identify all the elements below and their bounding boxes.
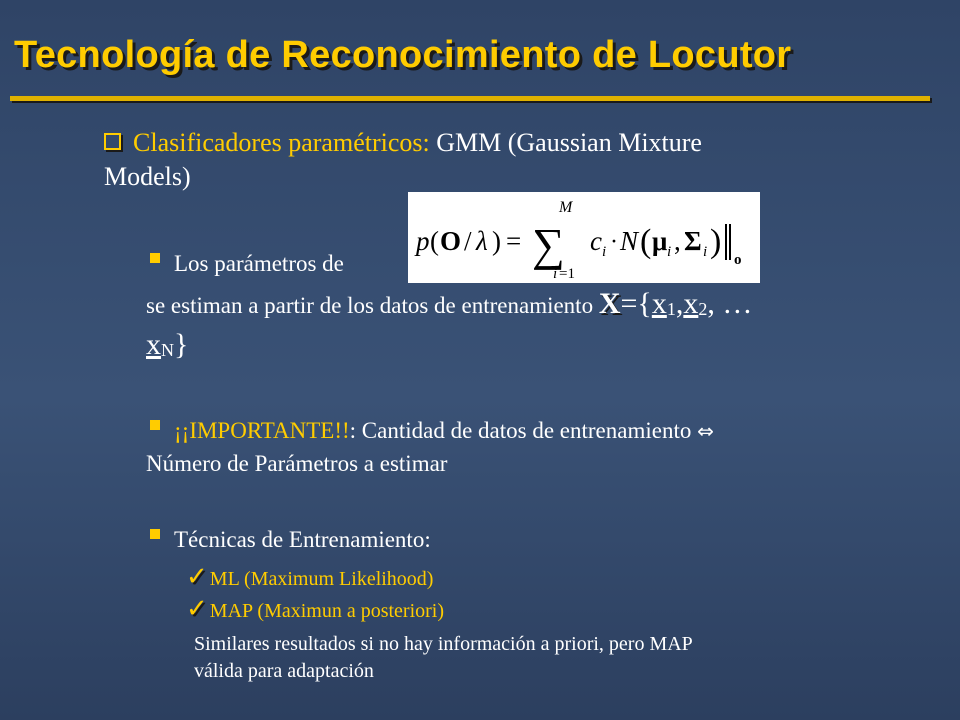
gmm-label: GMM (Gaussian Mixture (429, 128, 702, 157)
svg-text:=: = (506, 226, 522, 256)
estimation-text: se estiman a partir de los datos de entrenamiento (146, 293, 599, 318)
training-techniques-line (150, 527, 431, 553)
technique-ml (186, 562, 433, 592)
svg-text:): ) (710, 223, 722, 260)
svg-text:(: ( (640, 223, 652, 260)
set-open: ={ (620, 287, 652, 320)
params-text: Los parámetros de (174, 251, 344, 276)
checkmark-icon: ✓ (186, 594, 208, 624)
svg-text:): ) (492, 226, 501, 256)
svg-text:i: i (703, 244, 708, 260)
svg-text:i: i (667, 244, 672, 260)
svg-text:Σ: Σ (684, 226, 702, 256)
estimation-line: se estiman a partir de los datos de entrenamiento X={x1,x2, … (146, 287, 753, 320)
important-label: ¡¡IMPORTANTE!! (174, 418, 350, 443)
filled-square-icon (150, 420, 160, 430)
checkmark-icon: ✓ (186, 562, 208, 592)
set-close: } (174, 328, 189, 361)
left-right-arrow-icon: ⇔ (697, 419, 714, 443)
svg-text:i: i (602, 244, 607, 260)
vector-xN-index: N (161, 340, 174, 360)
title-underline (10, 96, 930, 101)
svg-text:(: ( (430, 226, 439, 256)
ellipsis: , … (707, 287, 753, 320)
filled-square-icon (150, 529, 160, 539)
formula-graphic (408, 192, 760, 283)
svg-text:c: c (590, 226, 602, 256)
svg-text:i: i (553, 266, 558, 282)
hollow-square-icon (104, 133, 121, 150)
params-line (150, 251, 344, 277)
svg-text:,: , (674, 226, 681, 256)
svg-text:/: / (464, 226, 472, 256)
technique-ml-label: ML (Maximum Likelihood) (209, 568, 434, 590)
technique-map (186, 594, 444, 624)
svg-text:p: p (416, 226, 430, 256)
training-set-symbol: X (598, 287, 621, 320)
svg-text:M: M (559, 199, 573, 216)
svg-text:∑: ∑ (532, 219, 565, 270)
gmm-label-continued: Models) (104, 162, 191, 191)
svg-text:μ: μ (652, 226, 668, 256)
important-text: : Cantidad de datos de entrenamiento (349, 418, 698, 443)
vector-x2: x (683, 287, 699, 320)
slide-title: Tecnología de Reconocimiento de Locutor (14, 34, 792, 76)
vector-x1: x (651, 287, 667, 320)
training-techniques-text: Técnicas de Entrenamiento: (174, 527, 431, 552)
vector-x1-index: 1 (666, 299, 676, 319)
note-line-2: válida para adaptación (194, 660, 374, 682)
svg-text:o: o (734, 252, 742, 268)
important-line-2: Número de Parámetros a estimar (146, 451, 448, 476)
filled-square-icon (150, 253, 160, 263)
svg-text:=1: =1 (559, 266, 575, 282)
vector-xN: x (146, 328, 161, 361)
important-line (150, 418, 714, 444)
gmm-formula (408, 192, 760, 283)
vector-x2-index: 2 (698, 299, 708, 319)
svg-text:λ: λ (476, 226, 488, 256)
classifiers-label: Clasificadores paramétricos: (133, 128, 430, 157)
technique-map-label: MAP (Maximun a posteriori) (209, 600, 445, 622)
svg-text:·: · (610, 229, 618, 255)
svg-text:O: O (440, 226, 462, 256)
point-classifiers (104, 128, 702, 158)
estimation-line-2 (146, 328, 188, 362)
svg-text:N: N (620, 226, 639, 256)
note-line-1: Similares resultados si no hay información a priori, pero MAP (194, 633, 693, 655)
